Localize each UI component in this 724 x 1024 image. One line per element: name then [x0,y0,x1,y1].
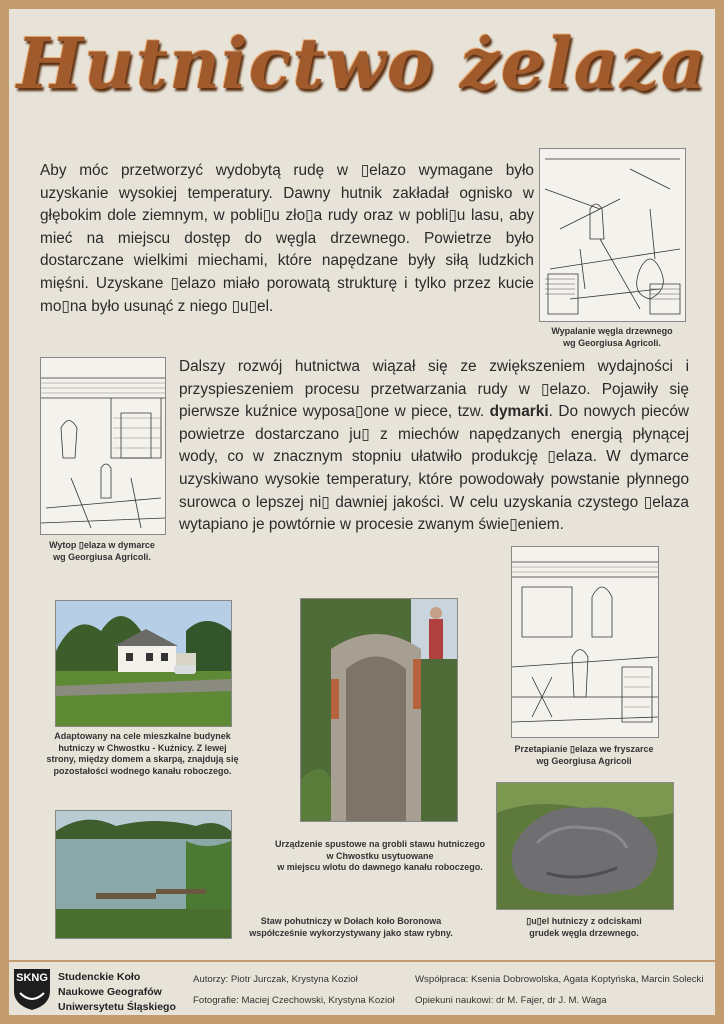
paragraph-dymarki [179,356,689,537]
paragraph-dymarki-part1: Dalszy rozwój hutnictwa wiązał się ze zwiększeniem wydajności i przyspieszeniem procesu przetwarzania rudy w ▯elazo. Pojawiły się pierwsze kuźnice wyposa▯one w piece, tzw. [179,358,689,421]
caption-pond: Staw pohutniczy w Dołach koło Boronowa współcześnie wykorzystywany jako staw rybny. [249,916,453,938]
authors-credit: Autorzy: Piotr Jurczak, Krystyna Kozioł [193,974,358,985]
woodcut-bloomery-image [40,357,166,535]
organization-name [58,970,176,1015]
photo-outlet-image [300,598,458,822]
skng-logo-text: SKNG [16,972,48,984]
skng-logo [12,967,52,1011]
caption-house: Adaptowany na cele mieszkalne budynek hutniczy w Chwostku - Kuźnicy. Z lewej strony, między domem a skarpą, znajdują się pozostałości wodnego kanału roboczego. [46,731,239,776]
org-line-2: Naukowe Geografów [58,986,162,998]
org-line-1: Studenckie Koło [58,971,141,983]
photos-credit: Fotografie: Maciej Czechowski, Krystyna Kozioł [193,995,395,1006]
photo-house-image [55,600,232,727]
photo-slag-image [496,782,674,910]
photo-pond-image [55,810,232,939]
caption-bloomery: Wytop ▯elaza w dymarce wg Georgiusa Agricoli. [49,540,155,562]
org-line-3: Uniwersytetu Śląskiego [58,1001,176,1013]
caption-refining: Przetapianie ▯elaza we fryszarce wg Georgiusa Agricoli [514,744,654,766]
woodcut-refining-image [511,546,659,738]
paragraph-dymarki-term: dymarki [489,403,549,421]
paragraph-dymarki-part2: . Do nowych pieców powietrze dostarczano ju▯ z miechów napędzanych energią płynącej wody, co w znacznym stopniu ułatwiło produkcję ▯elaza. W dymarce uzyskiwano wysokie temperatury, które powodowały powstanie płynnego surowca o lepszej ni▯ dawniej jakości. W celu uzyskania czystego ▯elaza wytapiano je powtórnie w procesie zwanym świe▯eniem. [179,403,689,534]
cooperation-credit: Współpraca: Ksenia Dobrowolska, Agata Koptyńska, Marcin Solecki [415,974,704,985]
caption-outlet: Urządzenie spustowe na grobli stawu hutniczego w Chwostku usytuowane w miejscu wlotu do dawnego kanału roboczego. [274,839,486,872]
woodcut-charcoal-image [539,148,686,322]
caption-slag: ▯u▯el hutniczy z odciskami grudek węgla drzewnego. [526,916,642,938]
paragraph-intro: Aby móc przetworzyć wydobytą rudę w ▯elazo wymagane było uzyskanie wysokiej temperatury. Dawny hutnik zakładał ognisko w głębokim dole ziemnym, w pobli▯u zło▯a rudy oraz w pobli▯u lasu, aby mieć na miejscu dostęp do węgla drzewnego. Powietrze było dostarczane wielkimi miechami, które napędzane były siłą ludzkich mięśni. Uzyskane ▯elazo miało porowatą strukturę i tylko przez kucie mo▯na było usunąć z niego ▯u▯el. [40,162,534,315]
caption-charcoal: Wypalanie węgla drzewnego wg Georgiusa Agricoli. [551,326,673,348]
supervisors-credit: Opiekuni naukowi: dr M. Fajer, dr J. M. Waga [415,995,607,1006]
page-title: Hutnictwo żelaza [16,22,708,105]
